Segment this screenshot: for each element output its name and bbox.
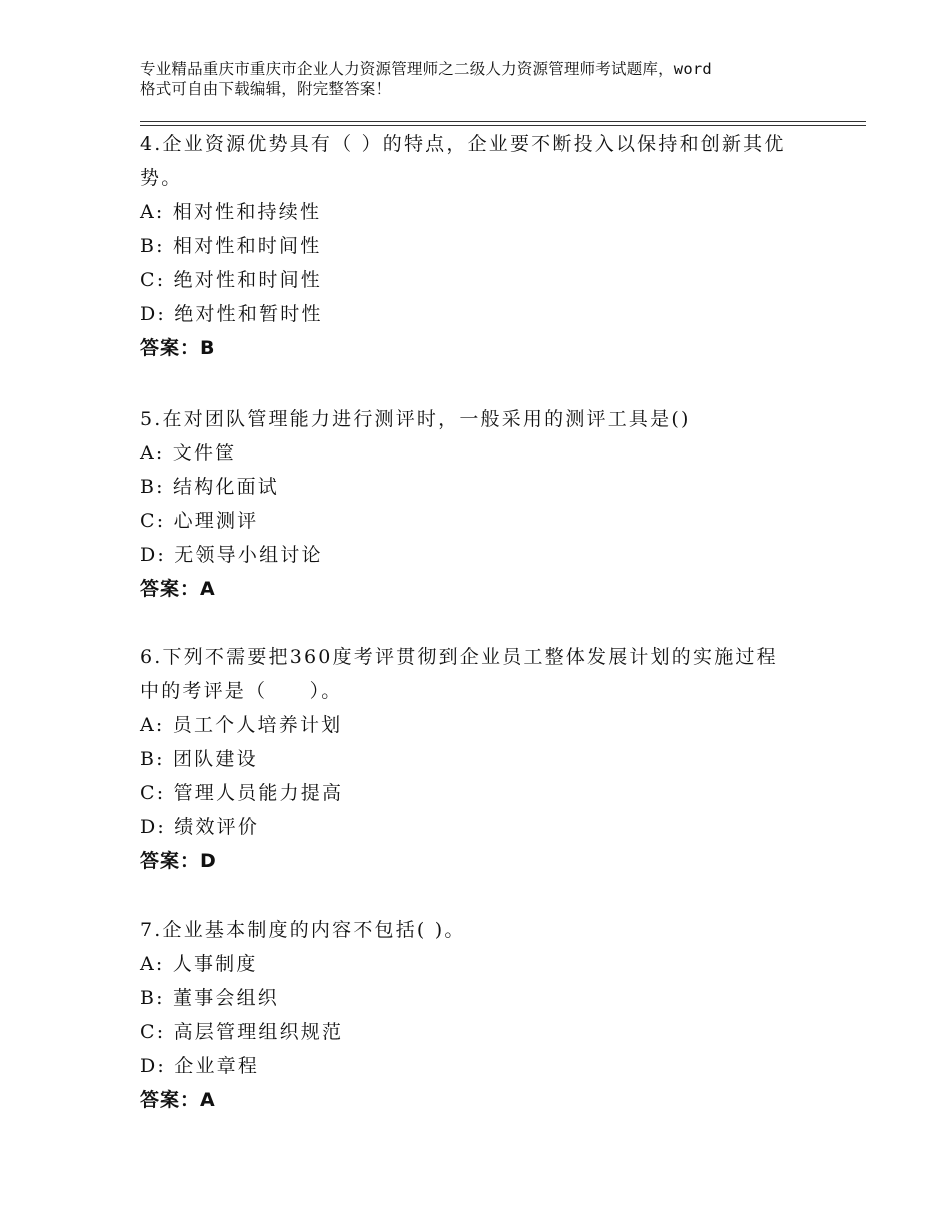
header-divider-bottom [140, 125, 866, 126]
option-d: D: 绝对性和暂时性 [140, 303, 323, 325]
question-stem-line: 4.企业资源优势具有（ ）的特点，企业要不断投入以保持和创新其优 [140, 133, 786, 155]
question-stem-line: 势。 [140, 167, 183, 189]
option-c: C: 绝对性和时间性 [140, 269, 322, 291]
header-line-1: 专业精品重庆市重庆市企业人力资源管理师之二级人力资源管理师考试题库，word [140, 60, 712, 78]
question-4 [140, 127, 820, 365]
option-a: A: 人事制度 [140, 953, 258, 975]
question-stem-line: 中的考评是（ ）。 [140, 680, 343, 702]
option-a: A: 文件筐 [140, 442, 237, 464]
answer: 答案：B [140, 337, 216, 359]
option-a: A: 相对性和持续性 [140, 201, 322, 223]
option-d: D: 无领导小组讨论 [140, 544, 323, 566]
option-b: B: 团队建设 [140, 748, 258, 770]
option-a: A: 员工个人培养计划 [140, 714, 343, 736]
question-5 [140, 402, 820, 606]
question-6 [140, 640, 820, 878]
option-c: C: 管理人员能力提高 [140, 782, 344, 804]
question-stem-line: 7.企业基本制度的内容不包括( )。 [140, 919, 466, 941]
option-b: B: 董事会组织 [140, 987, 280, 1009]
question-7 [140, 913, 820, 1117]
option-b: B: 结构化面试 [140, 476, 280, 498]
header-divider-top [140, 121, 866, 122]
option-d: D: 企业章程 [140, 1055, 260, 1077]
option-b: B: 相对性和时间性 [140, 235, 322, 257]
answer: 答案：A [140, 1089, 216, 1111]
answer: 答案：A [140, 578, 216, 600]
document-header [140, 59, 830, 99]
question-stem-line: 5.在对团队管理能力进行测评时，一般采用的测评工具是() [140, 408, 691, 430]
header-line-2: 格式可自由下载编辑，附完整答案！ [140, 80, 392, 98]
option-c: C: 高层管理组织规范 [140, 1021, 344, 1043]
option-d: D: 绩效评价 [140, 816, 260, 838]
question-stem-line: 6.下列不需要把360度考评贯彻到企业员工整体发展计划的实施过程 [140, 646, 778, 668]
answer: 答案：D [140, 850, 217, 872]
option-c: C: 心理测评 [140, 510, 259, 532]
